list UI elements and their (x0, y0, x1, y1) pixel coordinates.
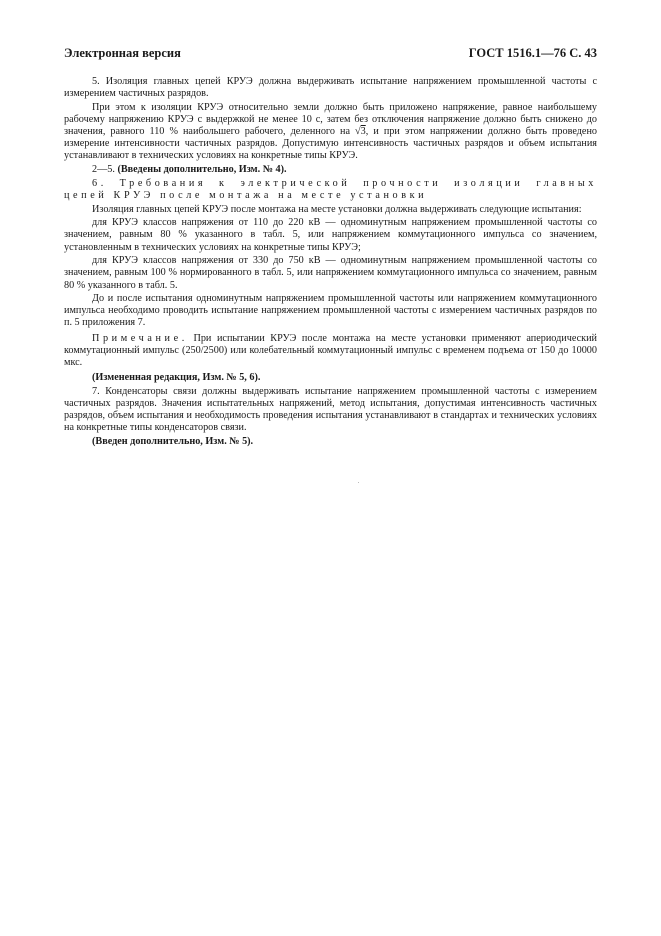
paragraph-5-detail-end: , и при этом напряжении должно быть проведено измерение интенсивности частичных разрядов. Допустимую интенсивность частичных разрядов и объем испытания устанавливают в технических условиях на конкретные типы КРУЭ. (64, 126, 597, 162)
sqrt-three-formula (355, 126, 366, 137)
header-edition-label: Электронная версия (64, 46, 181, 60)
document-body (64, 76, 597, 450)
note-text: При испытании КРУЭ после монтажа на месте установки применяют апериодический коммутационный импульс (250/2500) или колебательный коммутационный импульс с временем подъема от 150 до 10000 мкс. (64, 332, 597, 368)
paragraph-5: 5. Изоляция главных цепей КРУЭ должна выдерживать испытание напряжением промышленной частоты с измерением частичных разрядов. (64, 76, 597, 100)
header-standard-page: ГОСТ 1516.1—76 С. 43 (468, 46, 597, 60)
paragraph-2-5-amendment (64, 164, 597, 176)
paragraph-5-detail (64, 102, 597, 163)
amendment-note-4: (Введены дополнительно, Изм. № 4). (117, 164, 287, 176)
paragraph-6-partial-discharge: До и после испытания одноминутным напряжением промышленной частоты или напряжением коммутационного импульса необходимо проводить испытание напряжением промышленной частоты с измерением частичных разрядов по п. 5 приложения 7. (64, 293, 597, 329)
amendment-range: 2—5. (92, 164, 118, 176)
paragraph-5-detail-start: При этом к изоляции КРУЭ относительно земли должно быть приложено напряжение, равное наибольшему рабочему напряжению КРУЭ с выдержкой не менее 10 с, затем без отключения напряжение должно быть снижено до значения, равного 110 % наибольшего рабочего, деленного на (64, 101, 597, 138)
scan-speck (358, 482, 359, 483)
note-label: Примечание. (92, 332, 188, 344)
sqrt-radicand: 3 (360, 126, 366, 138)
note-paragraph (64, 333, 597, 369)
paragraph-6-intro: Изоляция главных цепей КРУЭ после монтажа на месте установки должна выдерживать следующие испытания: (92, 203, 582, 215)
paragraph-6-item-330-750: для КРУЭ классов напряжения от 330 до 750 кВ — одноминутным напряжением промышленной частоты со значением, равным 100 % нормированного в табл. 5, или напряжением коммутационного импульса со значением, равным 80 % указанного в табл. 5. (64, 255, 597, 291)
amendment-note-5: (Введен дополнительно, Изм. № 5). (92, 435, 254, 447)
amendment-note-5-6: (Измененная редакция, Изм. № 5, 6). (92, 372, 261, 384)
page-header (64, 46, 597, 60)
paragraph-6-item-110-220: для КРУЭ классов напряжения от 110 до 220 кВ — одноминутным напряжением промышленной частоты со значением, равным 80 % указанного в табл. 5, или напряжением коммутационного импульса со значением, установленным в технических условиях на конкретные типы КРУЭ; (64, 217, 597, 253)
sqrt-sign: √ (355, 126, 361, 138)
section-6-heading: 6. Требования к электрической прочности изоляции главных цепей КРУЭ после монтажа на месте установки (64, 177, 597, 201)
paragraph-7: 7. Конденсаторы связи должны выдерживать испытание напряжением промышленной частоты с измерением частичных разрядов. Значения испытательных напряжений, метод испытания, допустимая интенсивность частичных разрядов, объем испытания и необходимость проведения испытания устанавливают в стандартах и технических условиях на конкретные типы конденсаторов связи. (64, 385, 597, 434)
